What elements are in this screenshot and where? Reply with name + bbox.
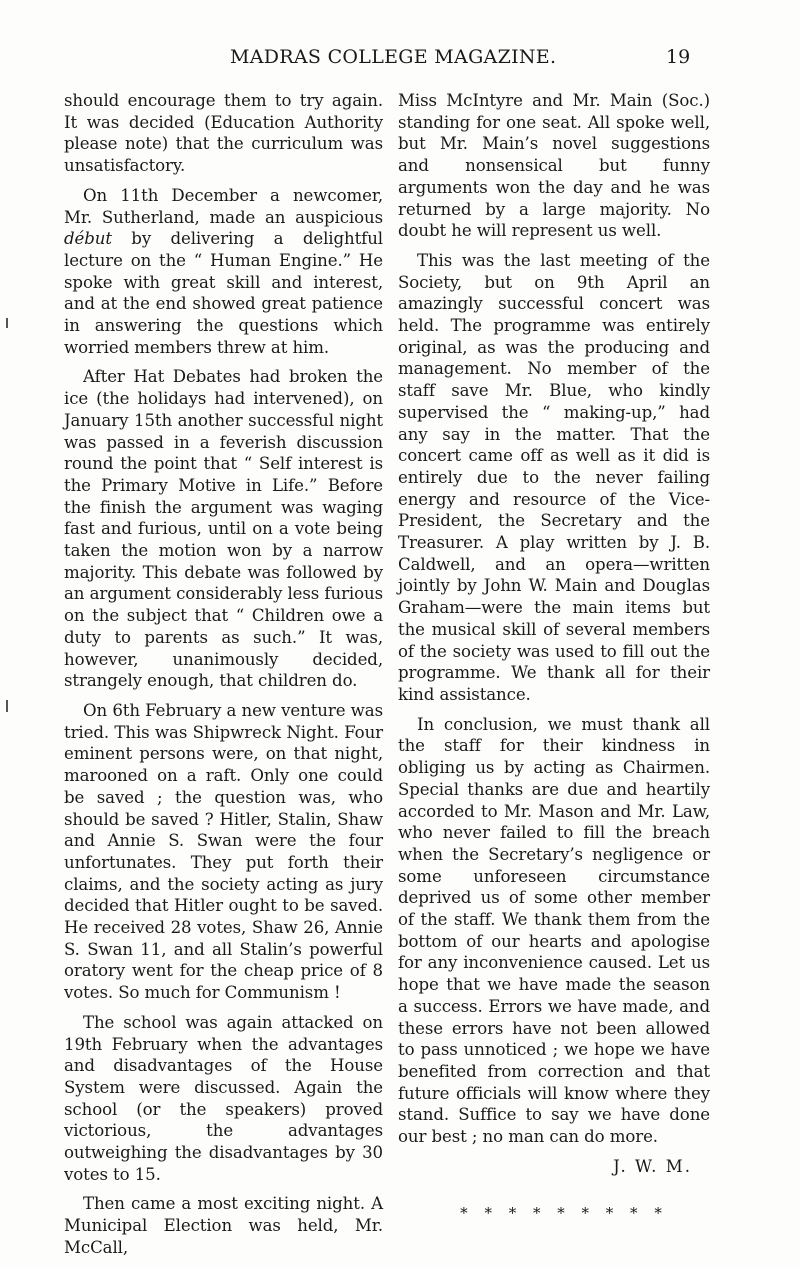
- scan-margin-mark: [6, 318, 8, 328]
- left-column: [64, 90, 383, 1267]
- paragraph: Then came a most exciting night. A Municipal Election was held, Mr. McCall,: [64, 1194, 383, 1257]
- paragraph-text: On 11th December a newcomer, Mr. Sutherland, made an auspicious: [64, 185, 383, 227]
- signature: J. W. M.: [613, 1156, 692, 1176]
- paragraph: The school was again attacked on 19th February when the advantages and disadvantages of the House System were discussed. Again the school (or the speakers) proved victorious, the advantages outweighing the disadvantages by 30 votes to 15.: [64, 1012, 383, 1184]
- scan-margin-mark: [6, 700, 8, 712]
- paragraph: In conclusion, we must thank all the staff for their kindness in obliging us by acting as Chairmen. Special thanks are due and heartily accorded to Mr. Mason and Mr. Law, who never failed to fill the breach when the Secretary’s negligence or some unforeseen circumstance deprived us of some other member of the staff. We thank them from the bottom of our hearts and apologise for any inconvenience caused. Let us hope that we have made the season a success. Errors we have made, and these errors have not been allowed to pass unnoticed ; we hope we have benefited from correction and that future officials will know where they stand. Suffice to say we have done our best ; no man can do more.: [398, 714, 710, 1147]
- italic-word: début: [64, 229, 112, 249]
- paragraph: [64, 185, 383, 359]
- paragraph: Miss McIntyre and Mr. Main (Soc.) standing for one seat. All spoke well, but Mr. Main’s novel suggestions and nonsensical but funny arguments won the day and he was returned by a large majority. No doubt he will represent us well.: [398, 91, 710, 241]
- paragraph: On 6th February a new venture was tried. This was Shipwreck Night. Four eminent persons were, on that night, marooned on a raft. Only one could be saved ; the question was, who should be saved ? Hitler, Stalin, Shaw and Annie S. Swan were the four unfortunates. They put forth their claims, and the society acting as jury decided that Hitler ought to be saved. He received 28 votes, Shaw 26, Annie S. Swan 11, and all Stalin’s powerful oratory went for the cheap price of 8 votes. So much for Communism !: [64, 700, 383, 1003]
- journal-title: MADRAS COLLEGE MAGAZINE.: [230, 46, 557, 68]
- running-header: [0, 46, 800, 76]
- paragraph: This was the last meeting of the Society, but on 9th April an amazingly successful concert was held. The programme was entirely original, as was the producing and management. No member of the staff save Mr. Blue, who kindly supervised the “ making-up,” had any say in the matter. That the concert came off as well as it did is entirely due to the never failing energy and resource of the Vice-President, the Secretary and the Treasurer. A play written by J. B. Caldwell, and an opera—written jointly by John W. Main and Douglas Graham—were the main items but the musical skill of several members of the society was used to fill out the programme. We thank all for their kind assistance.: [398, 250, 710, 704]
- paragraph-text: by delivering a delightful lecture on the “ Human Engine.” He spoke with great skill and interest, and at the end showed great patience in answering the questions which worried members threw at him.: [64, 229, 383, 357]
- paragraph: should encourage them to try again. It was decided (Education Authority please note) that the curriculum was unsatisfactory.: [64, 91, 383, 176]
- paragraph: After Hat Debates had broken the ice (the holidays had intervened), on January 15th another successful night was passed in a feverish discussion round the point that “ Self interest is the Primary Motive in Life.” Before the finish the argument was waging fast and furious, until on a vote being taken the motion won by a narrow majority. This debate was followed by an argument considerably less furious on the subject that “ Children owe a duty to parents as such.” It was, however, unanimously decided, strangely enough, that children do.: [64, 367, 383, 691]
- right-column: [398, 90, 710, 1225]
- page-number: 19: [666, 46, 691, 68]
- ornament-divider: * * * * * * * * *: [460, 1204, 668, 1223]
